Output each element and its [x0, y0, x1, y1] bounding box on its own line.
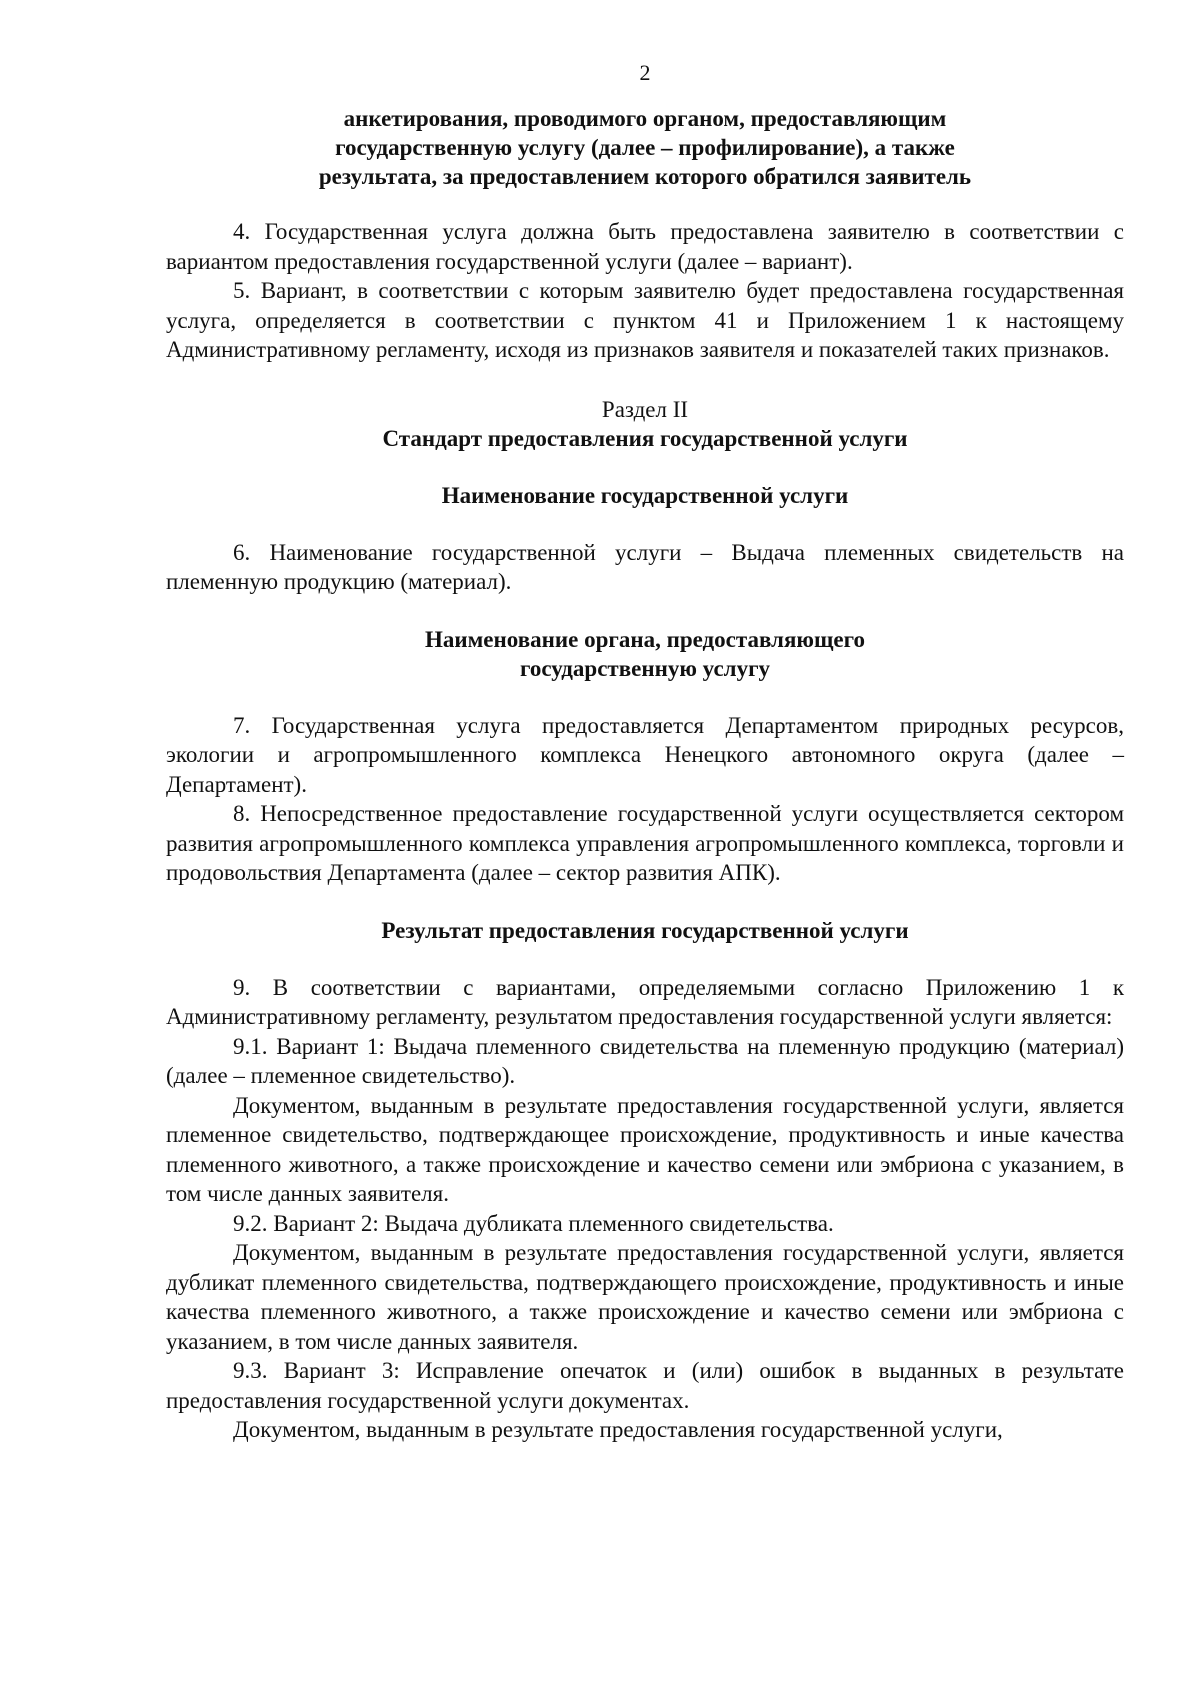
heading-result: Результат предоставления государственной услуги [381, 917, 909, 943]
paragraph-9-1-document: Документом, выданным в результате предоставления государственной услуги, является племенное свидетельство, подтверждающее происхождение, продуктивность и иные качества племенного животного, а также происхождение и качество семени или эмбриона с указанием, в том числе данных заявителя. [166, 1092, 1124, 1206]
paragraph-9-3-document: Документом, выданным в результате предоставления государственной услуги, [233, 1417, 1003, 1442]
heading-organ-line: Наименование органа, предоставляющего [425, 626, 865, 652]
page-number: 2 [639, 60, 651, 85]
paragraph-7: 7. Государственная услуга предоставляется Департаментом природных ресурсов, экологии и агропромышленного комплекса Ненецкого автономного округа (далее – Департамент). [166, 712, 1124, 797]
intro-heading-line: анкетирования, проводимого органом, предоставляющим [343, 106, 947, 131]
paragraph-9-2-document: Документом, выданным в результате предоставления государственной услуги, является дубликат племенного свидетельства, подтверждающего происхождение, продуктивность и иные качества племенного животного, а также происхождение и качество семени или эмбриона с указанием, в том числе данных заявителя. [166, 1240, 1124, 1354]
intro-heading-line: результата, за предоставлением которого обратился заявитель [318, 164, 972, 189]
paragraph-9-3: 9.3. Вариант 3: Исправление опечаток и (или) ошибок в выданных в результате предоставления государственной услуги документах. [166, 1358, 1124, 1413]
paragraph-9-1: 9.1. Вариант 1: Выдача племенного свидетельства на племенную продукцию (материал) (далее – племенное свидетельство). [166, 1033, 1124, 1088]
heading-organ-line: государственную услугу [519, 655, 771, 681]
intro-heading [166, 104, 1124, 191]
heading-service-name: Наименование государственной услуги [441, 482, 849, 508]
paragraph-6: 6. Наименование государственной услуги – Выдача племенных свидетельств на племенную продукцию (материал). [166, 539, 1124, 594]
paragraph-5: 5. Вариант, в соответствии с которым заявителю будет предоставлена государственная услуга, определяется в соответствии с пунктом 41 и Приложением 1 к настоящему Административному регламенту, исходя из признаков заявителя и показателей таких признаков. [166, 278, 1124, 362]
paragraph-8: 8. Непосредственное предоставление государственной услуги осуществляется сектором развития агропромышленного комплекса управления агропромышленного комплекса, торговли и продовольствия Департамента (далее – сектор развития АПК). [166, 801, 1124, 885]
paragraph-4: 4. Государственная услуга должна быть предоставлена заявителю в соответствии с вариантом предоставления государственной услуги (далее – вариант). [166, 219, 1124, 274]
section-label: Раздел II [601, 396, 689, 422]
intro-heading-line: государственную услугу (далее – профилирование), а также [335, 135, 955, 160]
paragraph-9: 9. В соответствии с вариантами, определяемыми согласно Приложению 1 к Административному регламенту, результатом предоставления государственной услуги является: [166, 974, 1124, 1029]
paragraph-9-2: 9.2. Вариант 2: Выдача дубликата племенного свидетельства. [233, 1210, 834, 1236]
section-title: Стандарт предоставления государственной услуги [382, 425, 908, 451]
heading-organ [166, 625, 1124, 683]
